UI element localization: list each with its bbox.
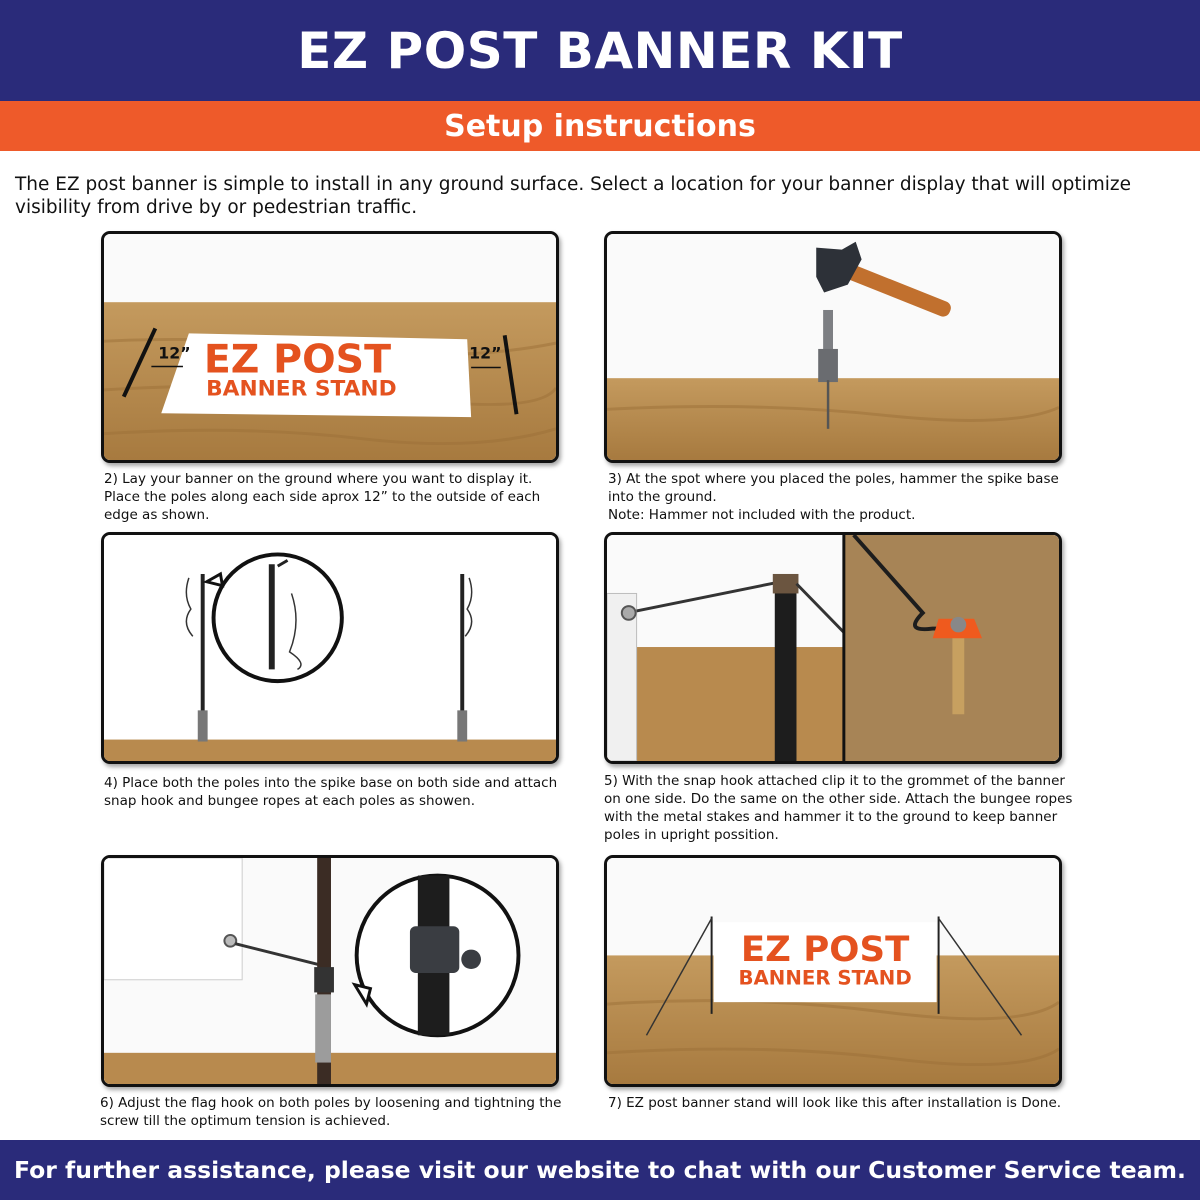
- zoom-inset: [355, 876, 519, 1036]
- screw-icon: [461, 950, 481, 969]
- step-2-image: [101, 231, 559, 463]
- step-3-caption: [608, 470, 1068, 524]
- banner-line-1: EZ POST: [203, 337, 392, 383]
- step-6-caption: 6) Adjust the flag hook on both poles by loosening and tightning the screw till the optimum tension is achieved.: [100, 1095, 562, 1129]
- step-7-image: [604, 855, 1062, 1087]
- measure-left-label: 12”: [158, 343, 191, 363]
- footer-text: For further assistance, please visit our website to chat with our Customer Service team.: [14, 1156, 1186, 1184]
- step-7-caption: 7) EZ post banner stand will look like this after installation is Done.: [608, 1095, 1062, 1111]
- step-3-note: Note: Hammer not included with the product.: [608, 507, 916, 523]
- step-2-caption: 2) Lay your banner on the ground where you want to display it. Place the poles along each side aprox 12” to the outside of each edge as shown.: [104, 471, 541, 523]
- step-4-caption: 4) Place both the poles into the spike base on both side and attach snap hook and bungee ropes at each poles as showen.: [104, 775, 558, 809]
- page-subtitle: Setup instructions: [444, 108, 756, 144]
- page-title: EZ POST BANNER KIT: [297, 21, 903, 80]
- measure-right-label: 12”: [469, 343, 502, 363]
- banner-line-2: BANNER STAND: [738, 966, 912, 990]
- grommet-icon: [622, 606, 636, 620]
- stake-closeup: [844, 535, 1059, 761]
- pole: [775, 576, 797, 761]
- grommet-icon: [224, 935, 236, 947]
- title-banner: [0, 0, 1200, 101]
- intro-text: The EZ post banner is simple to install in any ground surface. Select a location for your banner display that will optimize visibility from drive by or pedestrian traffic.: [15, 174, 1131, 218]
- step-4-image: [101, 532, 559, 764]
- step-3-image: [604, 231, 1062, 463]
- banner-line-2: BANNER STAND: [206, 376, 397, 402]
- step-5-caption: 5) With the snap hook attached clip it to the grommet of the banner on one side. Do the same on the other side. Attach the bungee ropes with the metal stakes and hammer it to the ground to keep banner poles in upright possition.: [604, 773, 1073, 843]
- step-5-image: [604, 532, 1062, 764]
- subtitle-banner: [0, 101, 1200, 151]
- step-6-image: [101, 855, 559, 1087]
- footer-banner: [0, 1140, 1200, 1200]
- banner-line-1: EZ POST: [740, 929, 910, 971]
- step-3-text: 3) At the spot where you placed the poles, hammer the spike base into the ground.: [608, 471, 1059, 505]
